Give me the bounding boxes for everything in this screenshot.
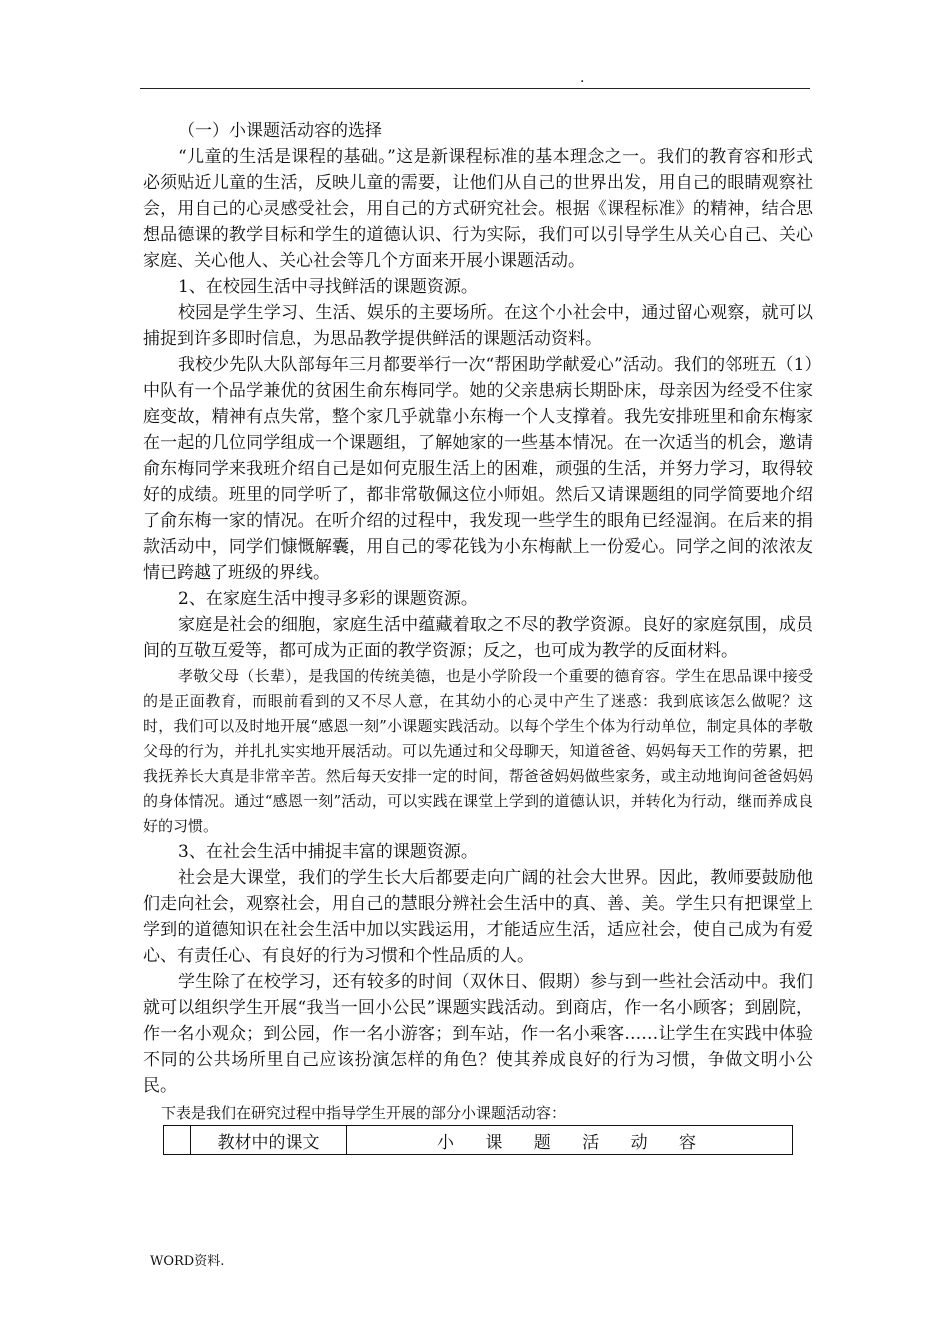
paragraph-intro: “儿童的生活是课程的基础。”这是新课程标准的基本理念之一。我们的教育容和形式必须贴近儿童的生活，反映儿童的需要，让他们从自己的世界出发，用自己的眼睛观察社会，用自己的心灵感受社会，用自己的方式研究社会。根据《课程标准》的精神，结合思想品德课的教学目标和学生的道德认识、行为实际，我们可以引导学生从关心自己、关心家庭、关心他人、关心社会等几个方面来开展小课题活动。 (143, 147, 813, 271)
table-header-activity: 小 课 题 活 动 容 (347, 1126, 793, 1155)
table-intro: 下表是我们在研究过程中指导学生开展的部分小课题活动容： (161, 1104, 567, 1122)
paragraph-family: 家庭是社会的细胞，家庭生活中蕴藏着取之不尽的教学资源。良好的家庭氛围，成员间的互敬互爱等，都可成为正面的教学资源；反之，也可成为教学的反面材料。 (143, 615, 813, 661)
paragraph-family-example: 孝敬父母（长辈），是我国的传统美德，也是小学阶段一个重要的德育容。学生在思品课中接受的是正面教育，而眼前看到的又不尽人意，在其幼小的心灵中产生了迷惑：我到底该怎么做呢？这时，我们可以及时地开展“感恩一刻”小课题实践活动。以每个学生个体为行动单位，制定具体的孝敬父母的行为，并扎扎实实地开展活动。可以先通过和父母聊天，知道爸爸、妈妈每天工作的劳累，把我抚养长大真是非常辛苦。然后每天安排一定的时间，帮爸爸妈妈做些家务，或主动地询问爸爸妈妈的身体情况。通过“感恩一刻”活动，可以实践在课堂上学到的道德认识，并转化为行动，继而养成良好的习惯。 (143, 667, 813, 835)
footer-text: WORD资料. (150, 1254, 225, 1269)
heading-family: 2、在家庭生活中搜寻多彩的课题资源。 (178, 589, 478, 609)
activity-table (163, 1125, 793, 1155)
paragraph-campus: 校园是学生学习、生活、娱乐的主要场所。在这个小社会中，通过留心观察，就可以捕捉到许多即时信息，为思品教学提供鲜活的课题活动资料。 (143, 303, 813, 349)
paragraph-campus-example: 我校少先队大队部每年三月都要举行一次“帮困助学献爱心”活动。我们的邻班五（1）中队有一个品学兼优的贫困生俞东梅同学。她的父亲患病长期卧床，母亲因为经受不住家庭变故，精神有点失常，整个家几乎就靠小东梅一个人支撑着。我先安排班里和俞东梅家在一起的几位同学组成一个课题组，了解她家的一些基本情况。在一次适当的机会，邀请俞东梅同学来我班介绍自己是如何克服生活上的困难，顽强的生活，并努力学习，取得较好的成绩。班里的同学听了，都非常敬佩这位小师姐。然后又请课题组的同学简要地介绍了俞东梅一家的情况。在听介绍的过程中，我发现一些学生的眼角已经湿润。在后来的捐款活动中，同学们慷慨解囊，用自己的零花钱为小东梅献上一份爱心。同学之间的浓浓友情已跨越了班级的界线。 (143, 355, 813, 583)
paragraph-society-example: 学生除了在校学习，还有较多的时间（双休日、假期）参与到一些社会活动中。我们就可以组织学生开展“我当一回小公民”课题实践活动。到商店，作一名小顾客；到剧院，作一名小观众；到公园，作一名小游客；到车站，作一名小乘客……让学生在实践中体验不同的公共场所里自己应该扮演怎样的角色？使其养成良好的行为习惯，争做文明小公民。 (143, 972, 813, 1096)
document-body (143, 118, 813, 1155)
paragraph-society: 社会是大课堂，我们的学生长大后都要走向广阔的社会大世界。因此，教师要鼓励他们走向社会，观察社会，用自己的慧眼分辨社会生活中的真、善、美。学生只有把课堂上学到的道德知识在社会生活中加以实践运用，才能适应生活，适应社会，使自己成为有爱心、有责任心、有良好的行为习惯和个性品质的人。 (143, 868, 813, 966)
table-cell-empty (164, 1126, 191, 1155)
section-title: （一）小课题活动容的选择 (178, 121, 382, 141)
header-rule (140, 88, 810, 89)
heading-campus: 1、在校园生活中寻找鲜活的课题资源。 (178, 277, 478, 297)
table-header-row (164, 1126, 793, 1155)
table-header-lesson: 教材中的课文 (191, 1126, 347, 1155)
header-mark: . (580, 70, 585, 86)
heading-society: 3、在社会生活中捕捉丰富的课题资源。 (178, 842, 478, 862)
